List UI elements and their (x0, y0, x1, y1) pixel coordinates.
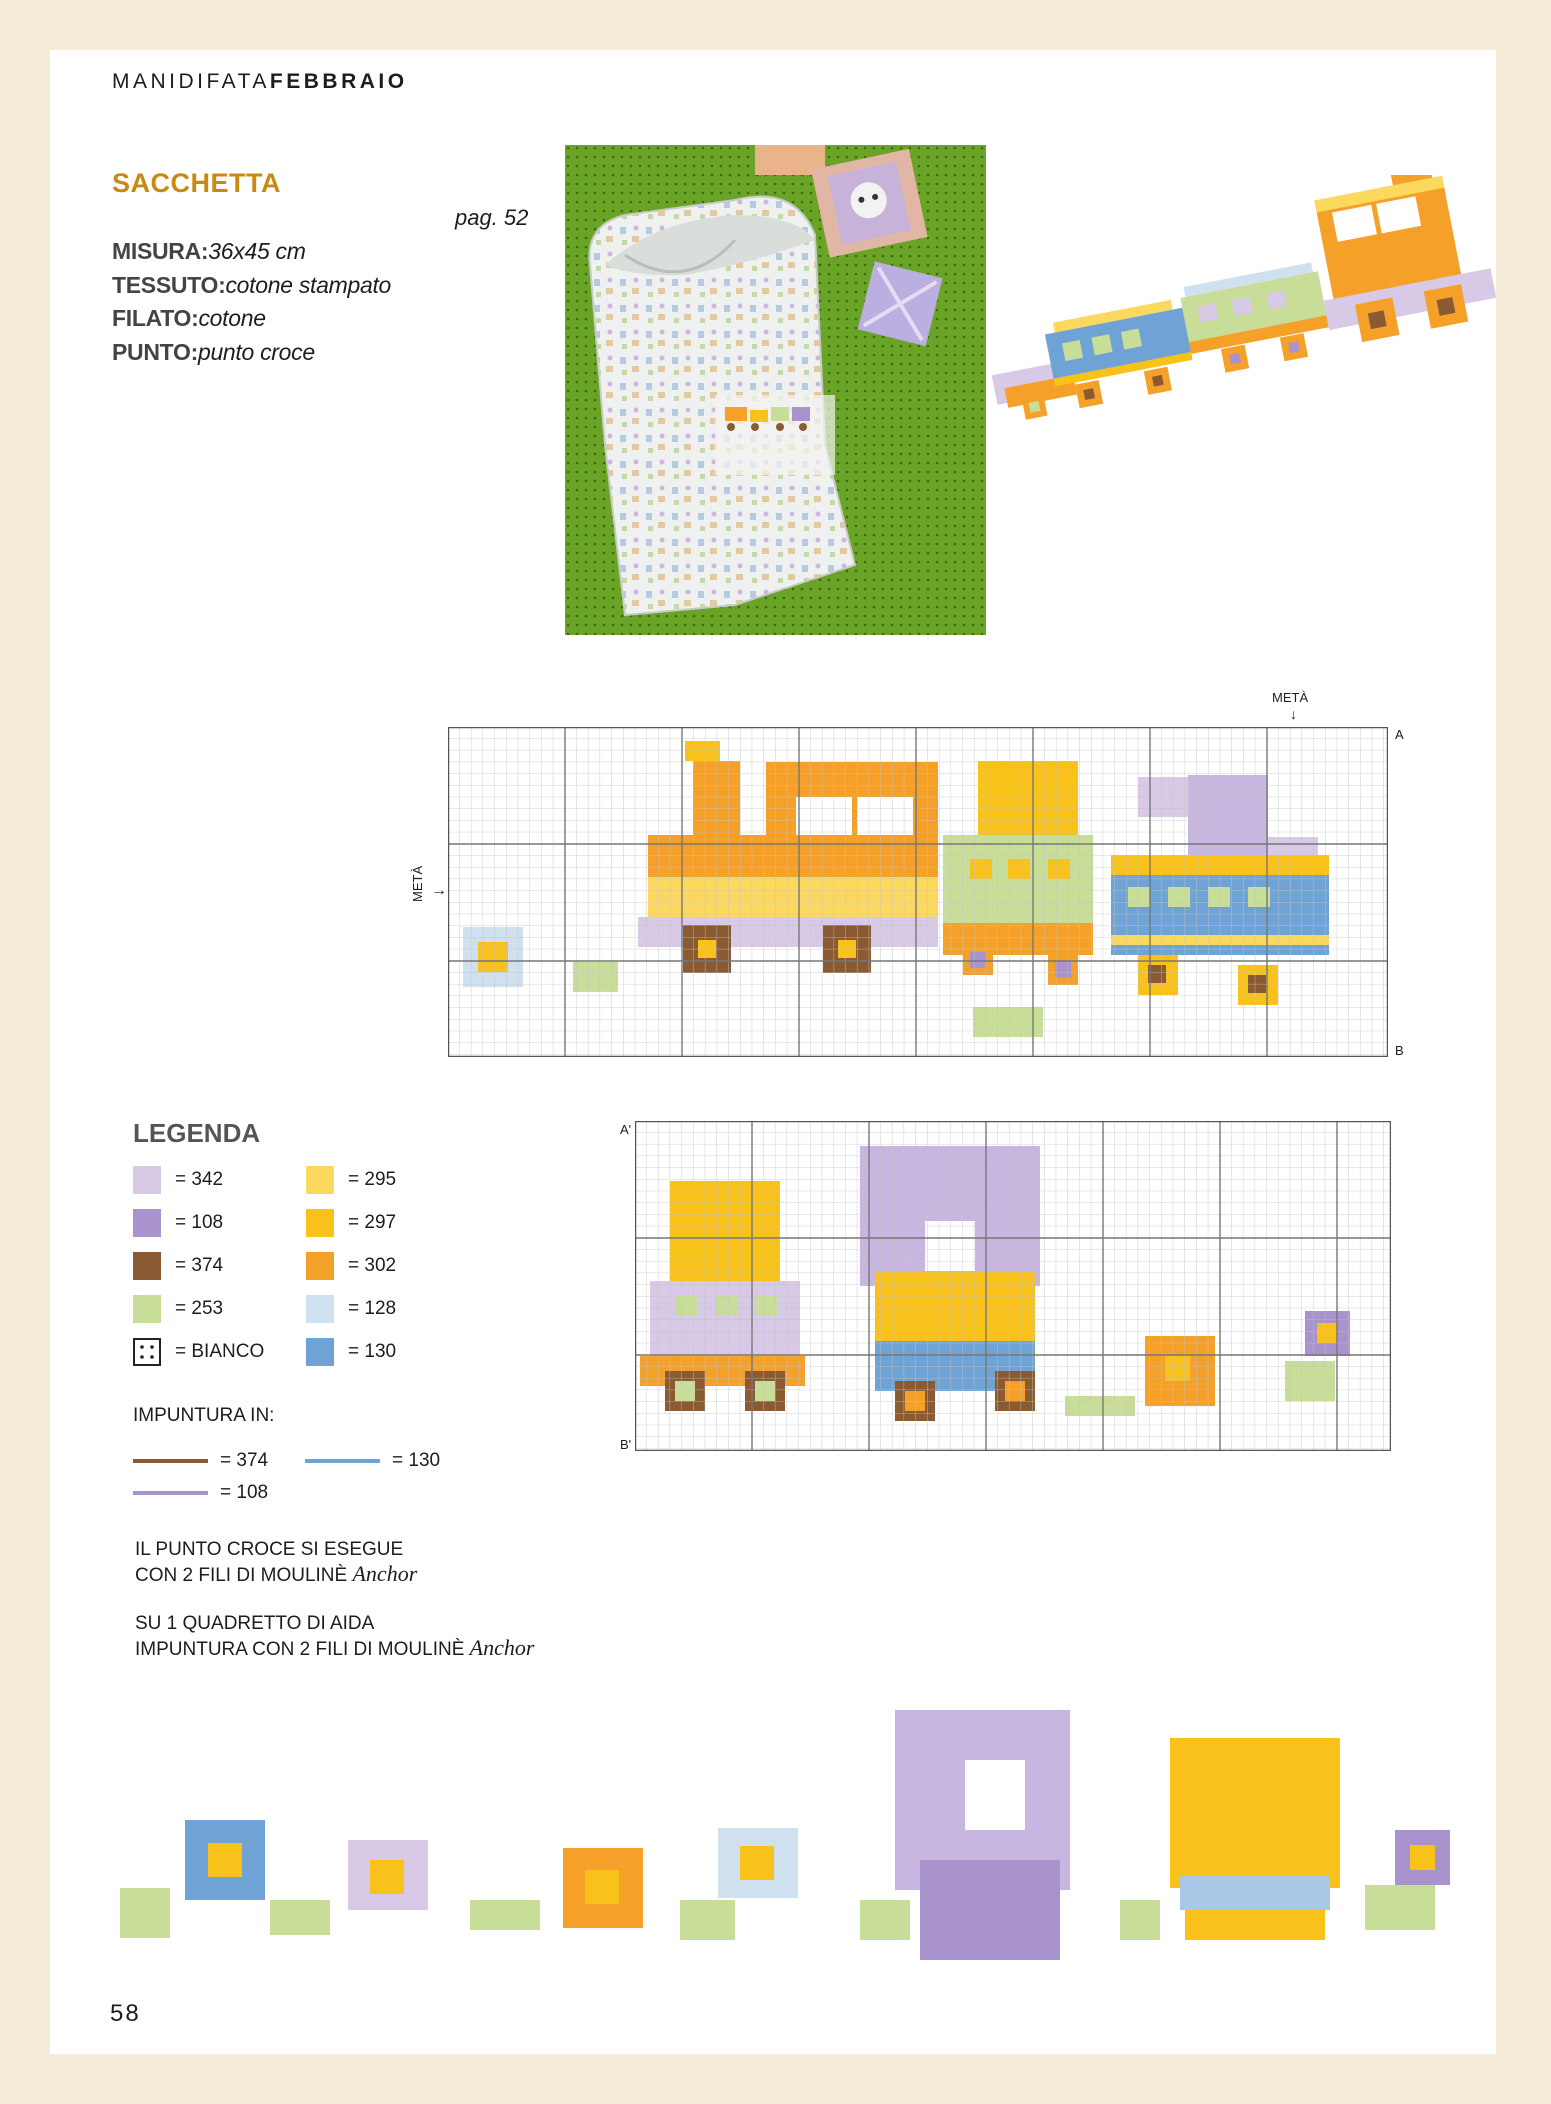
legend-code: = 108 (175, 1212, 224, 1233)
chart-label-meta-top: METÀ (1272, 690, 1309, 705)
note-line: IL PUNTO CROCE SI ESEGUE (135, 1539, 404, 1560)
note-impuntura (135, 1612, 534, 1662)
legend-title: LEGENDA (133, 1118, 261, 1148)
legend-item-297 (306, 1209, 396, 1237)
impuntura-item-374 (133, 1450, 268, 1472)
chart-label-a: A (1395, 727, 1404, 742)
legend-item-374 (133, 1252, 223, 1280)
legend-item-108 (133, 1209, 223, 1237)
spec-key: PUNTO: (112, 339, 198, 365)
header-issue: FEBBRAIO (269, 70, 408, 93)
swatch-icon (306, 1166, 334, 1194)
anchor-logo: Anchor (469, 1635, 535, 1660)
stitch-line-icon (305, 1459, 380, 1463)
legend-item-128 (306, 1295, 396, 1323)
arrow-down-icon: ↓ (1290, 706, 1297, 722)
legend-item-130 (306, 1338, 396, 1366)
arrow-right-icon: → (431, 882, 447, 899)
swatch-icon (306, 1295, 334, 1323)
chart-label-b: B (1395, 1043, 1404, 1058)
note-line-text: IMPUNTURA CON 2 FILI DI MOULINÈ (135, 1639, 465, 1660)
stitch-line-icon (133, 1491, 208, 1495)
legend-item-302 (306, 1252, 396, 1280)
spec-key: FILATO: (112, 305, 199, 331)
project-title: SACCHETTA (112, 168, 281, 198)
spec-value: 36x45 cm (208, 238, 306, 264)
page-number: 58 (110, 2000, 141, 2027)
impuntura-code: = 374 (220, 1450, 269, 1471)
legend-code: = 130 (348, 1341, 397, 1362)
border-illustration-icon (120, 1660, 1480, 1970)
anchor-logo: Anchor (352, 1561, 418, 1586)
spec-tessuto (112, 272, 391, 299)
swatch-icon (306, 1252, 334, 1280)
project-photo (565, 145, 986, 635)
swatch-icon (306, 1209, 334, 1237)
spec-key: TESSUTO: (112, 272, 226, 298)
legend-item-253 (133, 1295, 223, 1323)
impuntura-code: = 108 (220, 1482, 269, 1503)
spec-value: cotone (198, 305, 266, 331)
spec-value: punto croce (197, 339, 315, 365)
legend-code: = 342 (175, 1169, 224, 1190)
note-line-text: CON 2 FILI DI MOULINÈ (135, 1565, 348, 1586)
train-illustration-icon (985, 175, 1515, 455)
legend-item-342 (133, 1166, 223, 1194)
spec-value: cotone stampato (225, 272, 392, 298)
legend-item-bianco (133, 1338, 264, 1366)
note-line (135, 1636, 534, 1662)
swatch-white-icon (133, 1338, 161, 1366)
impuntura-title: IMPUNTURA IN: (133, 1405, 275, 1426)
cross-stitch-chart-train (448, 727, 1388, 1057)
swatch-icon (306, 1338, 334, 1366)
swatch-icon (133, 1209, 161, 1237)
header-prefix: MANIDIFATA (112, 70, 270, 93)
legend-code: = 253 (175, 1298, 224, 1319)
spec-punto (112, 339, 315, 366)
chart-label-a-prime: A' (620, 1122, 632, 1137)
cross-stitch-chart-animals (635, 1121, 1391, 1451)
legend-code: = 297 (348, 1212, 397, 1233)
legend-item-295 (306, 1166, 396, 1194)
note-cross-stitch (135, 1538, 417, 1588)
impuntura-item-108 (133, 1482, 268, 1504)
impuntura-code: = 130 (392, 1450, 441, 1471)
swatch-icon (133, 1295, 161, 1323)
legend-code: = 302 (348, 1255, 397, 1276)
spec-key: MISURA: (112, 238, 209, 264)
spec-filato (112, 305, 266, 332)
legend-code: = 374 (175, 1255, 224, 1276)
swatch-icon (133, 1252, 161, 1280)
magazine-header (112, 70, 408, 94)
spec-misura (112, 238, 306, 265)
page-reference: pag. 52 (455, 205, 529, 230)
legend-code: = 295 (348, 1169, 397, 1190)
chart-label-b-prime: B' (620, 1437, 632, 1452)
chart-label-meta-left: METÀ (410, 865, 425, 902)
swatch-icon (133, 1166, 161, 1194)
note-line: SU 1 QUADRETTO DI AIDA (135, 1613, 375, 1634)
stitch-line-icon (133, 1459, 208, 1463)
legend-code: = 128 (348, 1298, 397, 1319)
legend-code: = BIANCO (175, 1341, 265, 1362)
note-line (135, 1562, 417, 1588)
impuntura-item-130 (305, 1450, 440, 1472)
